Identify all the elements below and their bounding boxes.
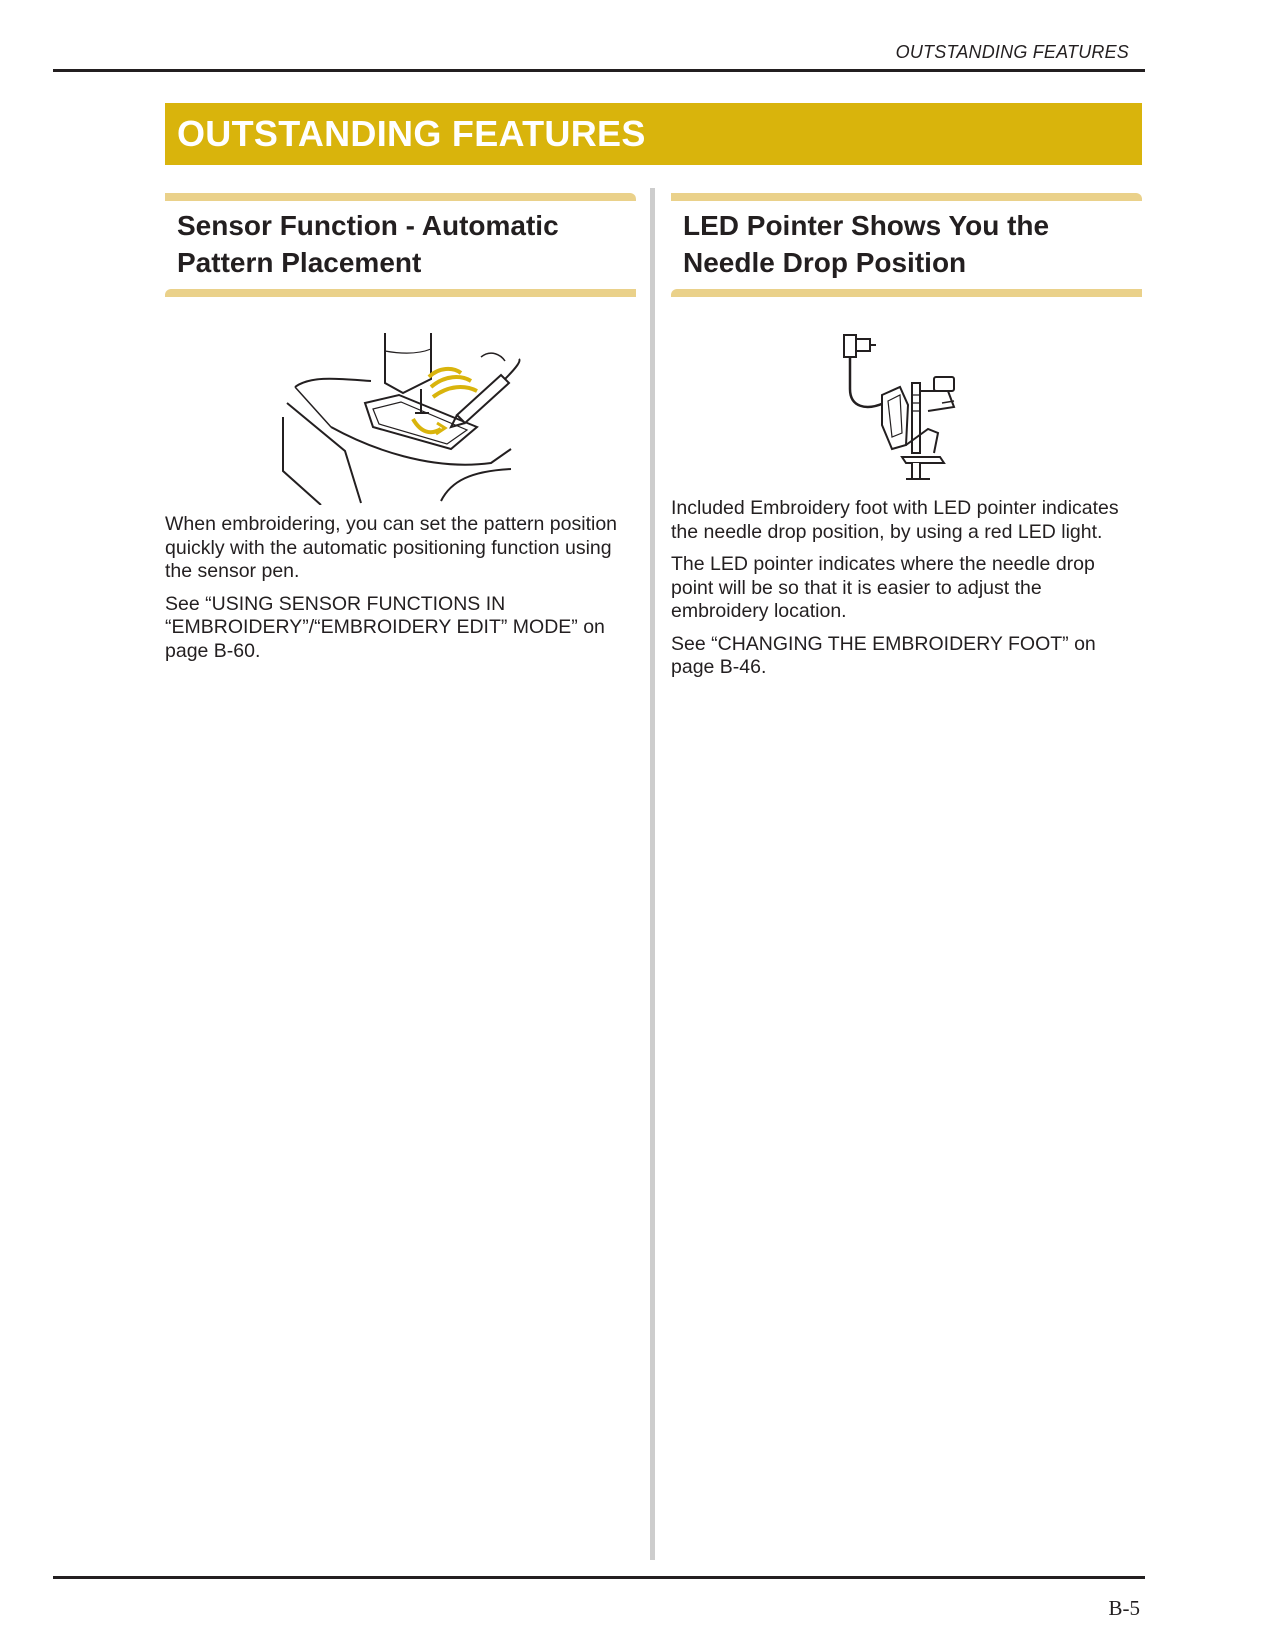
page-number: B-5: [1108, 1596, 1140, 1620]
page-title: OUTSTANDING FEATURES: [177, 113, 646, 154]
heading-band-top: [165, 193, 636, 201]
section-paragraph: See “CHANGING THE EMBROIDERY FOOT” on page B-46.: [671, 632, 1096, 678]
section-paragraph: See “USING SENSOR FUNCTIONS IN “EMBROIDERY”/“EMBROIDERY EDIT” MODE” on page B-60.: [165, 592, 605, 662]
section-heading: Sensor Function - Automatic Pattern Placement: [177, 210, 559, 278]
column-divider: [650, 188, 655, 1560]
section-paragraph: When embroidering, you can set the pattern position quickly with the automatic positioning function using the sensor pen.: [165, 513, 618, 582]
led-embroidery-foot-illustration-icon: [671, 329, 1142, 491]
bottom-rule: [53, 1576, 1145, 1579]
sensor-pen-embroidery-illustration-icon: [165, 331, 636, 505]
top-rule: [53, 69, 1145, 72]
section-paragraph: The LED pointer indicates where the needle drop point will be so that it is easier to adjust the embroidery location.: [671, 553, 1095, 622]
title-band: [165, 103, 1142, 165]
section-heading: LED Pointer Shows You the Needle Drop Position: [683, 210, 1050, 278]
heading-band-top: [671, 193, 1142, 201]
heading-band-bottom: [671, 289, 1142, 297]
section-paragraph: Included Embroidery foot with LED pointer indicates the needle drop position, by using a red LED light.: [671, 497, 1119, 543]
running-header: OUTSTANDING FEATURES: [895, 42, 1129, 62]
section-led-pointer: [671, 193, 1142, 689]
section-sensor-function: [165, 193, 636, 672]
heading-band-bottom: [165, 289, 636, 297]
